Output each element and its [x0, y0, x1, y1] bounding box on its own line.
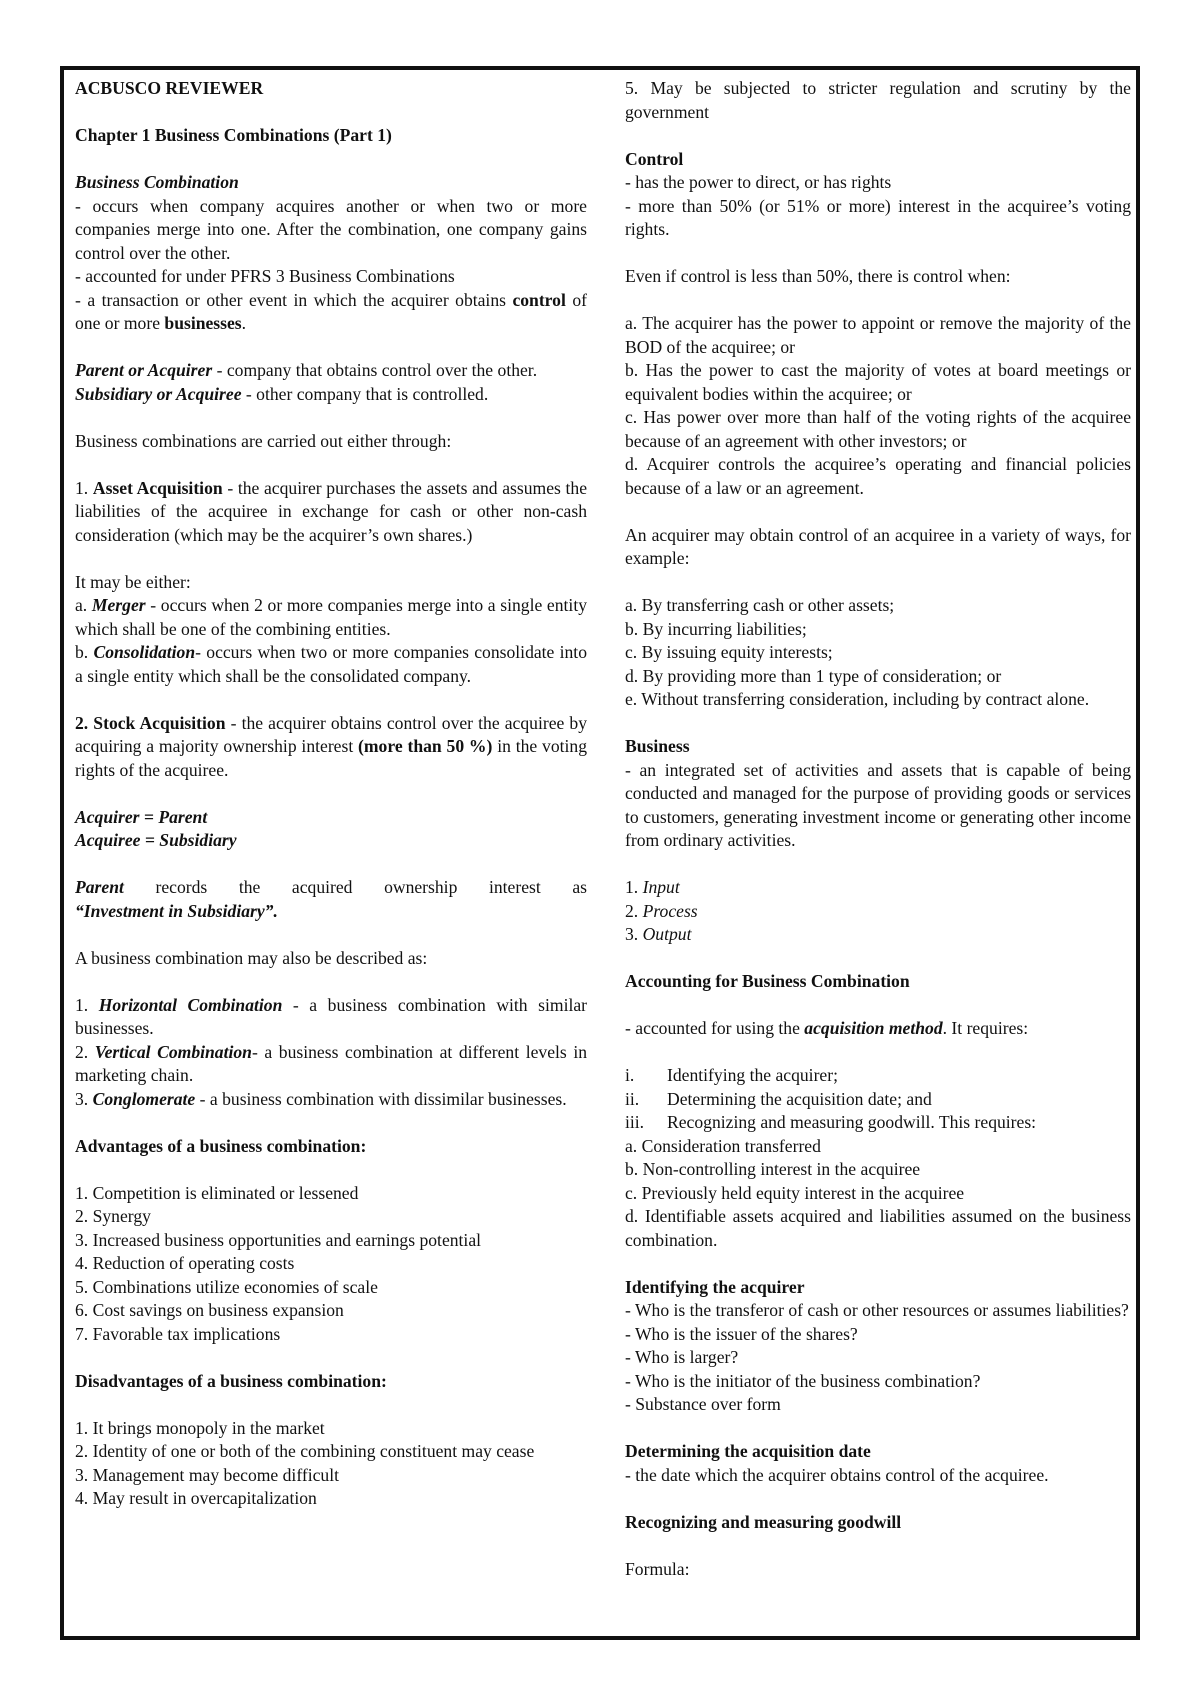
identify-question: - Substance over form	[625, 1394, 781, 1414]
control-way: b. By incurring liabilities;	[625, 618, 807, 639]
business-combination-heading: Business Combination	[75, 172, 239, 192]
described-intro: A business combination may also be described as:	[75, 947, 428, 968]
bc-definition: - occurs when company acquires another or when two or more companies merge into one. After the combination, one company gains control over the other.	[75, 195, 587, 263]
disadvantage-item: 3. Management may become difficult	[75, 1464, 339, 1485]
control-condition: b. Has the power to cast the majority of votes at board meetings or equivalent bodies within the acquiree; or	[625, 360, 1131, 404]
ipo-item: 3. Output	[625, 924, 692, 944]
disadvantage-item: 4. May result in overcapitalization	[75, 1488, 317, 1508]
horizontal-combination: 1. Horizontal Combination - a business combination with similar businesses.	[75, 994, 588, 1038]
even-if-intro: Even if control is less than 50%, there is control when:	[625, 266, 1011, 286]
advantage-item: 6. Cost savings on business expansion	[75, 1300, 344, 1320]
ipo-item: 1. Input	[625, 877, 680, 897]
advantage-item: 1. Competition is eliminated or lessened	[75, 1182, 359, 1203]
conglomerate: 3. Conglomerate - a business combination with dissimilar businesses.	[75, 1088, 567, 1109]
merger-item: a. Merger - occurs when 2 or more companies merge into a single entity which shall be one of the combining entities.	[75, 595, 587, 639]
subsidiary-definition: Subsidiary or Acquiree - other company that is controlled.	[75, 383, 489, 404]
control-way: d. By providing more than 1 type of consideration; or	[625, 665, 1002, 686]
control-point: - has the power to direct, or has rights	[625, 172, 892, 192]
goodwill-component: c. Previously held equity interest in the acquiree	[625, 1182, 965, 1203]
control-condition: a. The acquirer has the power to appoint or remove the majority of the BOD of the acquiree; or	[625, 313, 1131, 357]
disadvantages-heading: Disadvantages of a business combination:	[75, 1370, 387, 1391]
right-column	[625, 77, 1131, 1581]
vertical-combination: 2. Vertical Combination- a business combination at different levels in marketing chain.	[75, 1041, 588, 1085]
advantages-heading: Advantages of a business combination:	[75, 1135, 367, 1156]
consolidation-item: b. Consolidation- occurs when two or more companies consolidate into a single entity which shall be the consolidated company.	[75, 642, 587, 686]
advantage-item: 2. Synergy	[75, 1206, 151, 1226]
control-way: a. By transferring cash or other assets;	[625, 595, 895, 615]
requirement-item: i. Identifying the acquirer;	[625, 1065, 838, 1085]
asset-acquisition: 1. Asset Acquisition - the acquirer purchases the assets and assumes the liabilities of the acquiree in exchange for cash or other non-cash consideration (which may be the acquirer’s own shares.)	[75, 477, 588, 545]
identify-heading: Identifying the acquirer	[625, 1276, 805, 1297]
advantage-item: 4. Reduction of operating costs	[75, 1253, 295, 1273]
investment-in-subsidiary: “Investment in Subsidiary”.	[75, 900, 278, 921]
goodwill-component: a. Consideration transferred	[625, 1135, 821, 1156]
control-way: c. By issuing equity interests;	[625, 642, 833, 662]
advantage-item: 3. Increased business opportunities and earnings potential	[75, 1229, 482, 1250]
variety-intro: An acquirer may obtain control of an acquiree in a variety of ways, for example:	[625, 524, 1131, 568]
identify-question: - Who is the transferor of cash or other resources or assumes liabilities?	[625, 1300, 1129, 1320]
left-column	[75, 77, 587, 1511]
bc-pfrs-note: - accounted for under PFRS 3 Business Combinations	[75, 266, 455, 286]
stock-acquisition: 2. Stock Acquisition - the acquirer obtains control over the acquiree by acquiring a majority ownership interest (more than 50 %) in the voting rights of the acquiree.	[75, 712, 588, 780]
advantage-item: 7. Favorable tax implications	[75, 1323, 281, 1344]
chapter-title: Chapter 1 Business Combinations (Part 1)	[75, 125, 392, 145]
advantage-item: 5. Combinations utilize economies of scale	[75, 1276, 378, 1297]
carried-out-intro: Business combinations are carried out either through:	[75, 430, 452, 451]
goodwill-heading: Recognizing and measuring goodwill	[625, 1511, 902, 1532]
control-condition: d. Acquirer controls the acquiree’s operating and financial policies because of a law or an agreement.	[625, 454, 1131, 498]
control-point: - more than 50% (or 51% or more) interest in the acquiree’s voting rights.	[625, 195, 1131, 239]
identify-question: - Who is the issuer of the shares?	[625, 1323, 858, 1344]
requirement-item: ii. Determining the acquisition date; and	[625, 1088, 932, 1109]
control-heading: Control	[625, 148, 684, 169]
acquisition-date-heading: Determining the acquisition date	[625, 1441, 871, 1461]
control-condition: c. Has power over more than half of the voting rights of the acquiree because of an agreement with other investors; or	[625, 407, 1131, 451]
bc-transaction-note: - a transaction or other event in which the acquirer obtains control of one or more businesses.	[75, 289, 587, 333]
acquisition-method-note: - accounted for using the acquisition method. It requires:	[625, 1018, 1029, 1038]
acquiree-equation: Acquiree = Subsidiary	[75, 830, 237, 850]
ipo-item: 2. Process	[625, 900, 698, 921]
disadvantage-item: 2. Identity of one or both of the combining constituent may cease	[75, 1441, 535, 1461]
control-way: e. Without transferring consideration, including by contract alone.	[625, 689, 1090, 709]
accounting-heading: Accounting for Business Combination	[625, 971, 910, 991]
parent-definition: Parent or Acquirer - company that obtains control over the other.	[75, 360, 538, 380]
disadvantage-item: 5. May be subjected to stricter regulation and scrutiny by the government	[625, 78, 1131, 122]
identify-question: - Who is the initiator of the business combination?	[625, 1370, 981, 1391]
page-frame	[60, 66, 1140, 1640]
business-definition: - an integrated set of activities and assets that is capable of being conducted and managed for the purpose of providing goods or services to customers, generating investment income or generating other income from ordinary activities.	[625, 759, 1131, 850]
acquirer-equation: Acquirer = Parent	[75, 806, 208, 827]
acquisition-date-definition: - the date which the acquirer obtains control of the acquiree.	[625, 1464, 1049, 1485]
formula-label: Formula:	[625, 1558, 690, 1579]
disadvantage-item: 1. It brings monopoly in the market	[75, 1417, 325, 1438]
goodwill-component: d. Identifiable assets acquired and liabilities assumed on the business combination.	[625, 1206, 1131, 1250]
either-intro: It may be either:	[75, 571, 191, 592]
document-title: ACBUSCO REVIEWER	[75, 78, 264, 98]
parent-records: Parent records the acquired ownership interest as	[75, 877, 587, 897]
requirement-item: iii. Recognizing and measuring goodwill. This requires:	[625, 1112, 1037, 1132]
identify-question: - Who is larger?	[625, 1347, 739, 1367]
goodwill-component: b. Non-controlling interest in the acquiree	[625, 1159, 921, 1179]
business-heading: Business	[625, 736, 690, 756]
